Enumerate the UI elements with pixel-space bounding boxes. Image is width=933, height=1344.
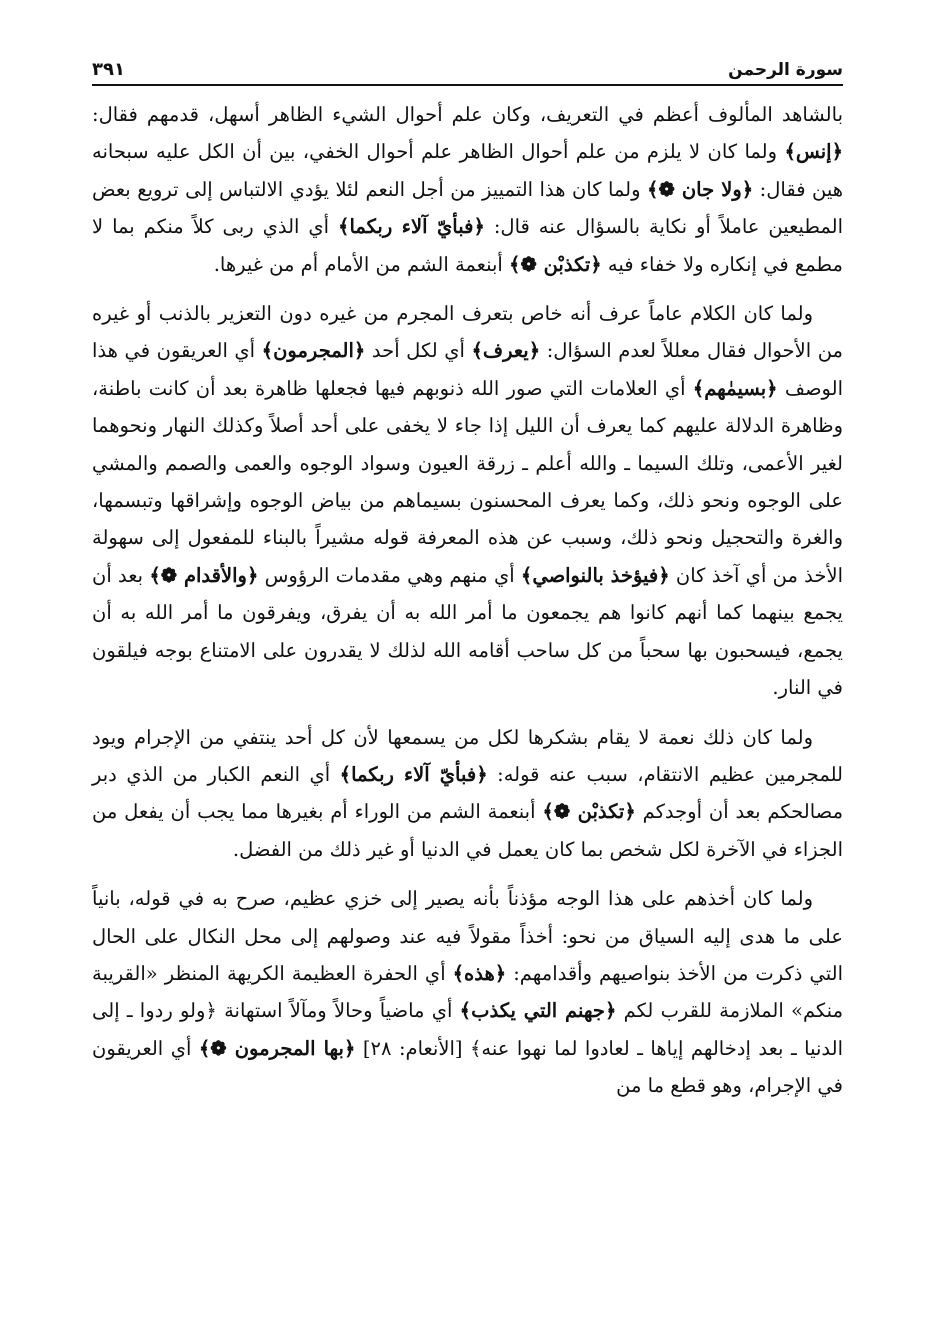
- commentary-text: بالشاهد المألوف أعظم في التعريف، وكان علم أحوال الشيء الظاهر أسهل، قدمهم فقال:: [92, 103, 843, 126]
- commentary-text: أي النعم الكبار من الذي دبر مصالحكم بعد أن أوجدكم: [92, 762, 844, 824]
- commentary-text: ولما كان هذا التمييز من أجل النعم لئلا يؤدي الالتباس إلى ترويع بعض المطيعين عاملاً أو نكاية بالسؤال عنه قال:: [92, 177, 844, 239]
- quran-quote: ﴿ولا جان ❁﴾: [647, 177, 754, 201]
- paragraph: [92, 719, 843, 869]
- commentary-text: ولما كان ذلك نعمة لا يقام بشكرها لكل من يسمعها لأن كل أحد ينتفي من الإجرام ويود للمجرمين عظيم الانتقام، سبب عنه قوله:: [92, 725, 843, 786]
- paragraph: [92, 96, 843, 283]
- quran-quote: ﴿فبأيّ آلاء ربكما﴾: [339, 762, 488, 786]
- commentary-text: أي العريقون في الإجرام، وهو قطع ما من: [92, 1036, 843, 1098]
- commentary-text: ولما كان أخذهم على هذا الوجه مؤذناً بأنه يصير إلى خزي عظيم، صرح به في قوله، بانياً على ما هدى إليه السياق من نحو: أخذاً مقولاً فيه عند وصولهم إلى محل النكال على الحال التي ذكرت من الأخذ بنواصيهم وأقدامهم:: [92, 887, 843, 985]
- commentary-text: أي لكل أحد: [365, 339, 472, 363]
- quran-quote: ﴿تكذبْن ❁﴾: [542, 800, 636, 824]
- quran-quote: ﴿بها المجرمون ❁﴾: [198, 1036, 356, 1060]
- page-header: [92, 56, 843, 86]
- quran-quote: ﴿والأقدام ❁﴾: [149, 563, 259, 587]
- quran-quote: ﴿بسيمٰهم﴾: [692, 376, 778, 400]
- quran-quote: ﴿يعرف﴾: [471, 339, 541, 363]
- surah-title: سورة الرحمن: [728, 60, 843, 80]
- quran-quote: ﴿فبأيّ آلاء ربكما﴾: [338, 215, 485, 239]
- commentary-text: أبنعمة الشم من الأمام أم من غيرها.: [213, 252, 510, 276]
- paragraph: [92, 880, 843, 1104]
- paragraph: [92, 295, 843, 706]
- commentary-text: أي الذي ربى كلاً منكم بما لا مطمع في إنكاره ولا خفاء فيه: [92, 215, 843, 276]
- quran-quote: ﴿جهنم التي يكذب﴾: [459, 999, 617, 1023]
- quran-quote: ﴿المجرمون﴾: [261, 339, 366, 363]
- commentary-text: أبنعمة الشم من الوراء أم بغيرها مما يجب أن يفعل من الجزاء في الآخرة لكل شخص بما كان يعمل في الدنيا أو غير ذلك من الفضل.: [92, 800, 843, 861]
- page-body: [92, 96, 843, 1105]
- commentary-text: ولما كان الكلام عاماً عرف أنه خاص بتعرف المجرم من غيره دون التعزير بالذنب أو غيره من الأحوال فقال معللاً لعدم السؤال:: [92, 302, 843, 363]
- commentary-text: أي ماضياً وحالاً ومآلاً استهانة ﴿ولو ردوا ـ إلى الدنيا ـ بعد إدخالهم إياها ـ لعادوا لما نهوا عنه﴾ [الأنعام: ٢٨]: [92, 999, 843, 1060]
- quran-quote: ﴿إنس﴾: [784, 140, 843, 164]
- page-number: ٣٩١: [92, 59, 125, 80]
- commentary-text: أي الحفرة العظيمة الكريهة المنظر «القريبة منكم» الملازمة للقرب لكم: [92, 961, 844, 1023]
- commentary-text: بعد أن يجمع بينهما كما أنهم كانوا هم يجمعون ما أمر الله به أن يفرق، ويفرقون ما أمر الله به أن يجمع، فيسحبون بها سحباً من كل ساحب أقامه الله لذلك لا يقدرون على الامتناع بوجه فيلقون في النار.: [92, 563, 843, 700]
- commentary-text: أي العلامات التي صور الله ذنوبهم فيها فجعلها ظاهرة بعد أن كانت باطنة، وظاهرة الدلالة عليهم كما يعرف أن الليل إذا جاء لا يخفى على أحد أصلاً وكذلك النهار ونحوهما لغير الأعمى، وتلك السيما ـ والله أعلم ـ زرقة العيون وسواد الوجوه والعمى والصمم والمشي على الوجوه ونحو ذلك، وكما يعرف المحسنون بسيماهم من بياض الوجوه وإشراقها وتبسمها، والغرة والتحجيل ونحو ذلك، وسبب عن هذه المعرفة قوله مشيراً بالبناء للمفعول إلى سهولة الأخذ من أي آخذ كان: [92, 376, 843, 587]
- quran-quote: ﴿هذه﴾: [452, 961, 507, 985]
- commentary-text: أي منهم وهي مقدمات الرؤوس: [258, 563, 521, 587]
- commentary-text: أي العريقون في هذا الوصف: [92, 339, 843, 400]
- quran-quote: ﴿تكذبْن ❁﴾: [509, 252, 602, 276]
- quran-quote: ﴿فيؤخذ بالنواصي﴾: [520, 563, 670, 587]
- book-page: [92, 56, 843, 1326]
- commentary-text: ولما كان لا يلزم من علم أحوال الظاهر علم أحوال الخفي، بين أن الكل عليه سبحانه هين فقال:: [92, 140, 844, 201]
